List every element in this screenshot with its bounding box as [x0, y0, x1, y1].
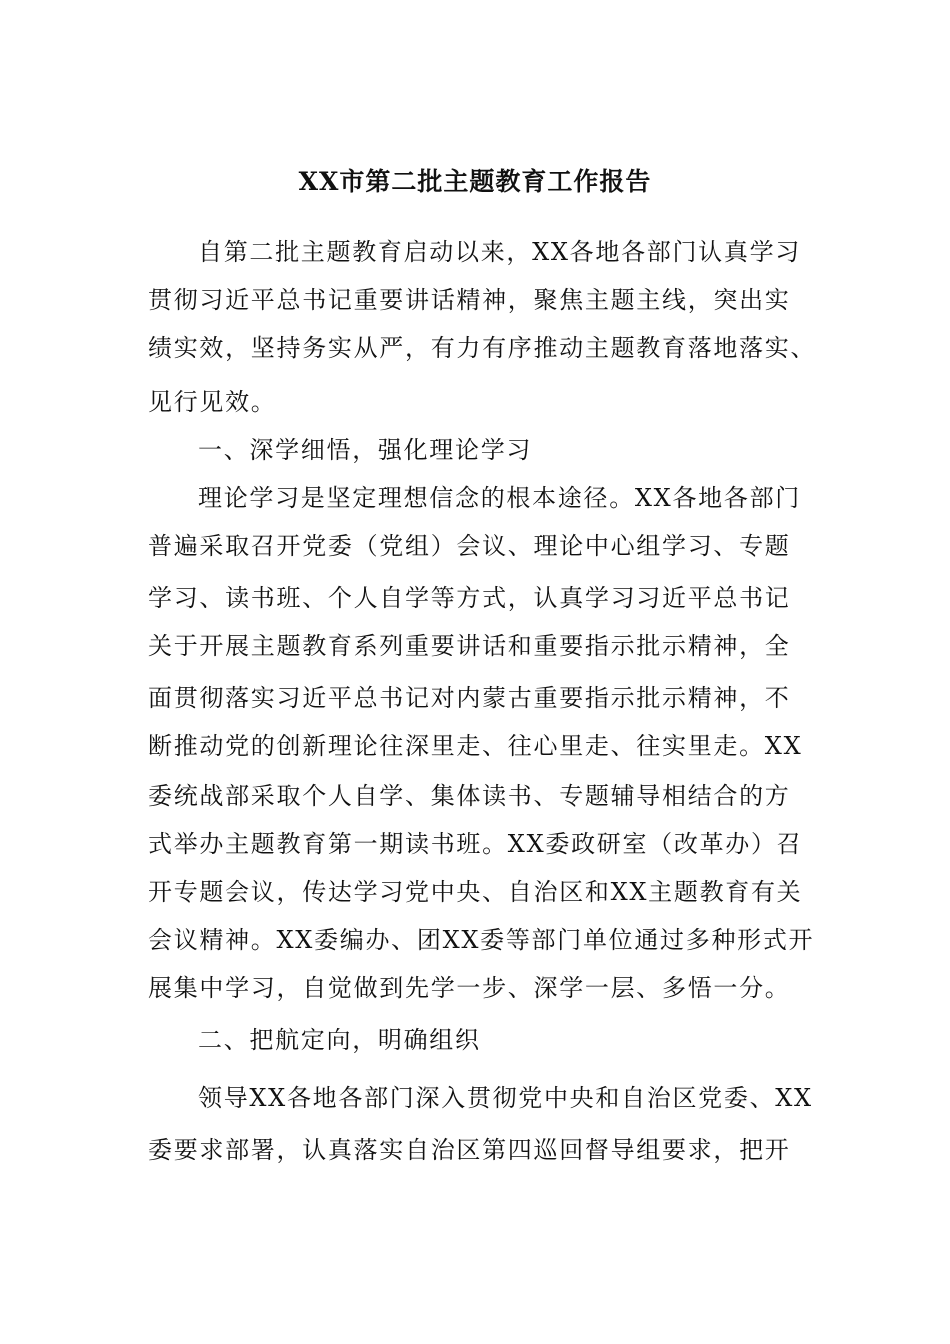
section-heading: 二、把航定向，明确组织	[198, 1026, 481, 1054]
paragraph-line: 关于开展主题教育系列重要讲话和重要指示批示精神，全	[148, 632, 791, 660]
paragraph-line: 绩实效，坚持务实从严，有力有序推动主题教育落地落实、	[148, 334, 817, 362]
paragraph-line: 展集中学习，自觉做到先学一步、深学一层、多悟一分。	[148, 974, 791, 1002]
paragraph-line: 学习、读书班、个人自学等方式，认真学习习近平总书记	[148, 584, 791, 612]
paragraph-line: 面贯彻落实习近平总书记对内蒙古重要指示批示精神，不	[148, 684, 791, 712]
section-heading: 一、深学细悟，强化理论学习	[198, 436, 533, 464]
paragraph-line: 普遍采取召开党委（党组）会议、理论中心组学习、专题	[148, 532, 791, 560]
paragraph-line: 理论学习是坚定理想信念的根本途径。XX各地各部门	[198, 484, 801, 512]
paragraph-line: 自第二批主题教育启动以来，XX各地各部门认真学习	[198, 238, 801, 266]
paragraph-line: 会议精神。XX委编办、团XX委等部门单位通过多种形式开	[148, 926, 815, 954]
paragraph-line: 见行见效。	[148, 388, 277, 416]
paragraph-line: 贯彻习近平总书记重要讲话精神，聚焦主题主线，突出实	[148, 286, 791, 314]
paragraph-line: 断推动党的创新理论往深里走、往心里走、往实里走。XX	[148, 732, 803, 760]
document-title: XX市第二批主题教育工作报告	[298, 167, 652, 196]
paragraph-line: 开专题会议，传达学习党中央、自治区和XX主题教育有关	[148, 878, 803, 906]
paragraph-line: 式举办主题教育第一期读书班。XX委政研室（改革办）召	[148, 830, 803, 858]
paragraph-line: 领导XX各地各部门深入贯彻党中央和自治区党委、XX	[198, 1084, 813, 1112]
paragraph-line: 委要求部署，认真落实自治区第四巡回督导组要求，把开	[148, 1136, 791, 1164]
paragraph-line: 委统战部采取个人自学、集体读书、专题辅导相结合的方	[148, 782, 791, 810]
